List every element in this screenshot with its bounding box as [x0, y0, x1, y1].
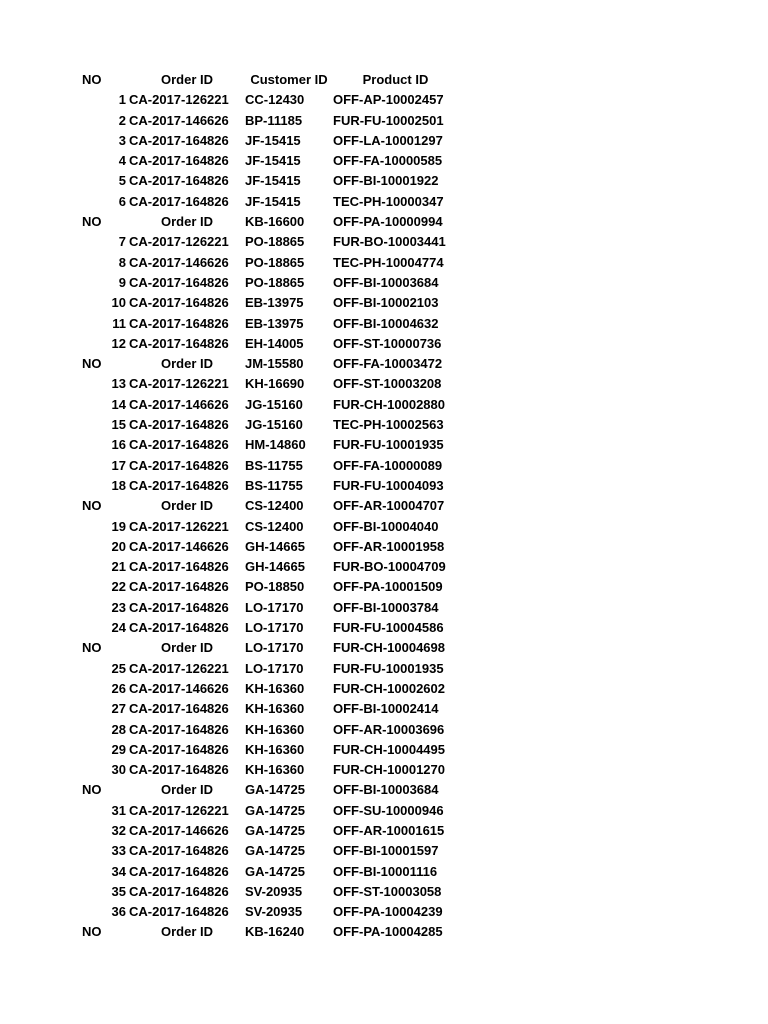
cell-no: 30 [111, 762, 126, 778]
cell-no: 11 [112, 315, 126, 331]
cell-no: NO [82, 72, 102, 87]
cell-product-id: OFF-AR-10003696 [333, 721, 445, 737]
header-row [78, 780, 478, 800]
cell-customer-id: GA-14725 [245, 863, 305, 879]
cell-customer-id: LO-17170 [245, 599, 304, 615]
cell-order-id: Order ID [160, 782, 213, 798]
cell-customer-id: BS-11755 [245, 477, 303, 493]
cell-no: 9 [118, 274, 126, 290]
cell-no: 34 [111, 863, 126, 879]
table-row [78, 374, 478, 394]
cell-no: NO [82, 782, 102, 798]
cell-no: 14 [111, 396, 126, 412]
cell-product-id: FUR-BO-10003441 [333, 234, 446, 250]
table-row [78, 253, 478, 273]
cell-order-id: CA-2017-126221 [129, 234, 229, 250]
table-row [78, 821, 478, 841]
cell-customer-id: KH-16360 [245, 741, 305, 757]
cell-no: 25 [111, 660, 126, 676]
cell-order-id: CA-2017-164826 [129, 579, 229, 595]
cell-no: 36 [111, 904, 126, 920]
table-row [78, 314, 478, 334]
cell-order-id: CA-2017-164826 [129, 193, 229, 209]
header-row [78, 70, 478, 90]
table-row [78, 699, 478, 719]
cell-customer-id: LO-17170 [245, 640, 304, 656]
cell-order-id: CA-2017-164826 [129, 295, 229, 311]
table-row [78, 659, 478, 679]
table-row [78, 598, 478, 618]
table-row [78, 476, 478, 496]
cell-customer-id: CS-12400 [245, 518, 304, 534]
header-row [78, 354, 478, 374]
header-row [78, 496, 478, 516]
table-row [78, 131, 478, 151]
table-row [78, 720, 478, 740]
cell-customer-id: JF-15415 [245, 193, 301, 209]
cell-customer-id: GH-14665 [245, 538, 305, 554]
cell-order-id: CA-2017-146626 [129, 538, 229, 554]
table-row [78, 882, 478, 902]
cell-product-id: OFF-BI-10004040 [333, 518, 439, 534]
table-row [78, 557, 478, 577]
table-row [78, 740, 478, 760]
cell-product-id: OFF-FA-10003472 [333, 356, 443, 372]
cell-product-id: FUR-FU-10001935 [333, 660, 444, 676]
cell-order-id: CA-2017-164826 [129, 741, 229, 757]
order-table [78, 70, 478, 943]
cell-customer-id: JF-15415 [245, 153, 301, 169]
cell-product-id: OFF-BI-10002103 [333, 295, 439, 311]
cell-customer-id: JG-15160 [245, 417, 303, 433]
cell-order-id: CA-2017-164826 [129, 457, 229, 473]
cell-customer-id: GA-14725 [245, 782, 305, 798]
cell-product-id: OFF-BI-10001116 [333, 863, 438, 879]
cell-no: 29 [111, 741, 126, 757]
cell-product-id: OFF-AP-10002457 [333, 92, 444, 108]
table-row [78, 841, 478, 861]
cell-product-id: TEC-PH-10000347 [333, 193, 444, 209]
cell-order-id: CA-2017-164826 [129, 335, 229, 351]
table-row [78, 151, 478, 171]
cell-no: 19 [111, 518, 126, 534]
table-row [78, 273, 478, 293]
cell-customer-id: KH-16360 [245, 721, 305, 737]
cell-product-id: OFF-BI-10004632 [333, 315, 439, 331]
cell-no: 7 [118, 234, 126, 250]
cell-product-id: OFF-ST-10003058 [333, 883, 442, 899]
cell-no: 5 [118, 173, 126, 189]
cell-product-id: OFF-BI-10003684 [333, 782, 439, 798]
cell-customer-id: GH-14665 [245, 559, 305, 575]
cell-order-id: CA-2017-164826 [129, 701, 229, 717]
header-row [78, 922, 478, 942]
cell-customer-id: SV-20935 [245, 883, 303, 899]
cell-customer-id: CS-12400 [245, 498, 304, 514]
cell-product-id: OFF-PA-10004239 [333, 904, 443, 920]
cell-order-id: CA-2017-146626 [129, 822, 229, 838]
cell-order-id: Order ID [160, 356, 213, 372]
cell-customer-id: CC-12430 [245, 92, 305, 108]
cell-order-id: CA-2017-126221 [129, 660, 229, 676]
cell-customer-id: PO-18850 [245, 579, 305, 595]
cell-product-id: OFF-AR-10001615 [333, 822, 445, 838]
cell-order-id: CA-2017-164826 [129, 904, 229, 920]
cell-no: 28 [111, 721, 126, 737]
cell-customer-id: KB-16600 [245, 214, 305, 230]
cell-product-id: OFF-ST-10003208 [333, 376, 442, 392]
cell-order-id: Order ID [160, 924, 213, 940]
cell-product-id: OFF-PA-10001509 [333, 579, 443, 595]
table-row [78, 456, 478, 476]
table-row [78, 334, 478, 354]
table-row [78, 537, 478, 557]
cell-no: 18 [111, 477, 126, 493]
cell-customer-id: BS-11755 [245, 457, 303, 473]
cell-product-id: FUR-BO-10004709 [333, 559, 446, 575]
cell-no: 24 [111, 620, 126, 636]
cell-order-id: CA-2017-126221 [129, 92, 229, 108]
table-row [78, 760, 478, 780]
table-row [78, 618, 478, 638]
cell-product-id: OFF-SU-10000946 [333, 802, 444, 818]
cell-order-id: CA-2017-164826 [129, 437, 229, 453]
cell-order-id: CA-2017-164826 [129, 315, 229, 331]
table-row [78, 293, 478, 313]
cell-order-id: CA-2017-164826 [129, 883, 229, 899]
cell-product-id: OFF-LA-10001297 [333, 132, 443, 148]
cell-order-id: CA-2017-164826 [129, 620, 229, 636]
header-row [78, 638, 478, 658]
cell-customer-id: KH-16360 [245, 680, 305, 696]
cell-customer-id: JG-15160 [245, 396, 303, 412]
cell-no: 10 [111, 295, 126, 311]
cell-order-id: CA-2017-126221 [129, 376, 229, 392]
cell-customer-id: PO-18865 [245, 274, 305, 290]
cell-order-id: CA-2017-164826 [129, 274, 229, 290]
cell-no: NO [82, 498, 102, 514]
cell-no: 22 [111, 579, 126, 595]
cell-product-id: OFF-BI-10003684 [333, 274, 439, 290]
cell-order-id: CA-2017-164826 [129, 599, 229, 615]
table-row [78, 111, 478, 131]
cell-order-id: CA-2017-164826 [129, 132, 229, 148]
table-row [78, 232, 478, 252]
cell-no: 32 [111, 822, 126, 838]
cell-customer-id: KH-16690 [245, 376, 305, 392]
cell-order-id: CA-2017-164826 [129, 843, 229, 859]
cell-order-id: CA-2017-146626 [129, 112, 229, 128]
cell-order-id: CA-2017-164826 [129, 559, 229, 575]
table-row [78, 415, 478, 435]
table-row [78, 517, 478, 537]
cell-product-id: OFF-PA-10004285 [333, 924, 443, 940]
cell-no: 27 [111, 701, 126, 717]
order-table-body [78, 70, 478, 943]
table-row [78, 395, 478, 415]
cell-customer-id: EH-14005 [245, 335, 304, 351]
cell-no: NO [82, 640, 102, 656]
table-row [78, 862, 478, 882]
cell-no: 1 [118, 92, 126, 108]
cell-order-id: CA-2017-164826 [129, 173, 229, 189]
cell-product-id: OFF-ST-10000736 [333, 335, 442, 351]
cell-customer-id: GA-14725 [245, 843, 305, 859]
cell-product-id: FUR-CH-10001270 [333, 762, 445, 778]
cell-no: 16 [111, 437, 126, 453]
cell-customer-id: Customer ID [250, 72, 328, 87]
cell-no: 23 [111, 599, 126, 615]
cell-product-id: FUR-FU-10002501 [333, 112, 444, 128]
cell-product-id: OFF-BI-10002414 [333, 701, 439, 717]
cell-no: 33 [111, 843, 126, 859]
cell-order-id: Order ID [160, 214, 213, 230]
cell-no: 17 [111, 457, 126, 473]
table-row [78, 902, 478, 922]
cell-no: NO [82, 924, 102, 940]
cell-product-id: FUR-FU-10004586 [333, 620, 444, 636]
header-row [78, 212, 478, 232]
cell-order-id: CA-2017-164826 [129, 417, 229, 433]
cell-product-id: OFF-BI-10001597 [333, 843, 439, 859]
table-row [78, 171, 478, 191]
cell-product-id: OFF-BI-10001922 [333, 173, 439, 189]
cell-customer-id: GA-14725 [245, 802, 305, 818]
cell-product-id: OFF-PA-10000994 [333, 214, 443, 230]
cell-no: 31 [111, 802, 126, 818]
cell-no: 4 [118, 153, 126, 169]
table-row [78, 435, 478, 455]
cell-customer-id: BP-11185 [245, 112, 303, 128]
cell-customer-id: LO-17170 [245, 660, 304, 676]
cell-order-id: Order ID [160, 72, 213, 87]
cell-order-id: CA-2017-126221 [129, 518, 229, 534]
cell-customer-id: KH-16360 [245, 762, 305, 778]
cell-no: 2 [118, 112, 126, 128]
cell-no: 13 [111, 376, 126, 392]
cell-no: 12 [111, 335, 126, 351]
cell-order-id: CA-2017-164826 [129, 153, 229, 169]
table-row [78, 90, 478, 110]
cell-product-id: OFF-AR-10004707 [333, 498, 445, 514]
cell-customer-id: EB-13975 [245, 295, 304, 311]
cell-product-id: FUR-CH-10002602 [333, 680, 445, 696]
cell-customer-id: PO-18865 [245, 254, 305, 270]
cell-no: 26 [111, 680, 126, 696]
cell-product-id: FUR-CH-10004698 [333, 640, 445, 656]
cell-customer-id: JF-15415 [245, 173, 301, 189]
cell-product-id: FUR-FU-10001935 [333, 437, 444, 453]
table-row [78, 679, 478, 699]
cell-product-id: FUR-CH-10002880 [333, 396, 445, 412]
cell-product-id: FUR-FU-10004093 [333, 477, 444, 493]
cell-no: NO [82, 214, 102, 230]
cell-no: NO [82, 356, 102, 372]
cell-customer-id: KH-16360 [245, 701, 305, 717]
cell-product-id: OFF-FA-10000585 [333, 153, 443, 169]
cell-order-id: Order ID [160, 498, 213, 514]
cell-order-id: CA-2017-126221 [129, 802, 229, 818]
cell-product-id: FUR-CH-10004495 [333, 741, 445, 757]
cell-customer-id: JF-15415 [245, 132, 301, 148]
table-row [78, 192, 478, 212]
cell-product-id: OFF-FA-10000089 [333, 457, 443, 473]
cell-customer-id: KB-16240 [245, 924, 305, 940]
cell-product-id: OFF-AR-10001958 [333, 538, 445, 554]
cell-order-id: CA-2017-164826 [129, 477, 229, 493]
cell-order-id: CA-2017-146626 [129, 396, 229, 412]
cell-order-id: CA-2017-146626 [129, 680, 229, 696]
cell-no: 20 [111, 538, 126, 554]
cell-order-id: Order ID [160, 640, 213, 656]
table-row [78, 577, 478, 597]
cell-no: 35 [111, 883, 126, 899]
cell-order-id: CA-2017-146626 [129, 254, 229, 270]
cell-no: 6 [118, 193, 126, 209]
cell-product-id: TEC-PH-10004774 [333, 254, 444, 270]
cell-no: 8 [118, 254, 126, 270]
cell-customer-id: GA-14725 [245, 822, 305, 838]
cell-customer-id: EB-13975 [245, 315, 304, 331]
cell-customer-id: PO-18865 [245, 234, 305, 250]
table-row [78, 801, 478, 821]
cell-product-id: TEC-PH-10002563 [333, 417, 444, 433]
cell-customer-id: SV-20935 [245, 904, 303, 920]
cell-order-id: CA-2017-164826 [129, 762, 229, 778]
cell-no: 15 [111, 417, 126, 433]
cell-order-id: CA-2017-164826 [129, 863, 229, 879]
cell-order-id: CA-2017-164826 [129, 721, 229, 737]
cell-product-id: OFF-BI-10003784 [333, 599, 439, 615]
cell-no: 3 [118, 132, 126, 148]
cell-customer-id: HM-14860 [245, 437, 306, 453]
cell-customer-id: LO-17170 [245, 620, 304, 636]
cell-product-id: Product ID [362, 72, 429, 87]
cell-customer-id: JM-15580 [245, 356, 304, 372]
cell-no: 21 [111, 559, 126, 575]
